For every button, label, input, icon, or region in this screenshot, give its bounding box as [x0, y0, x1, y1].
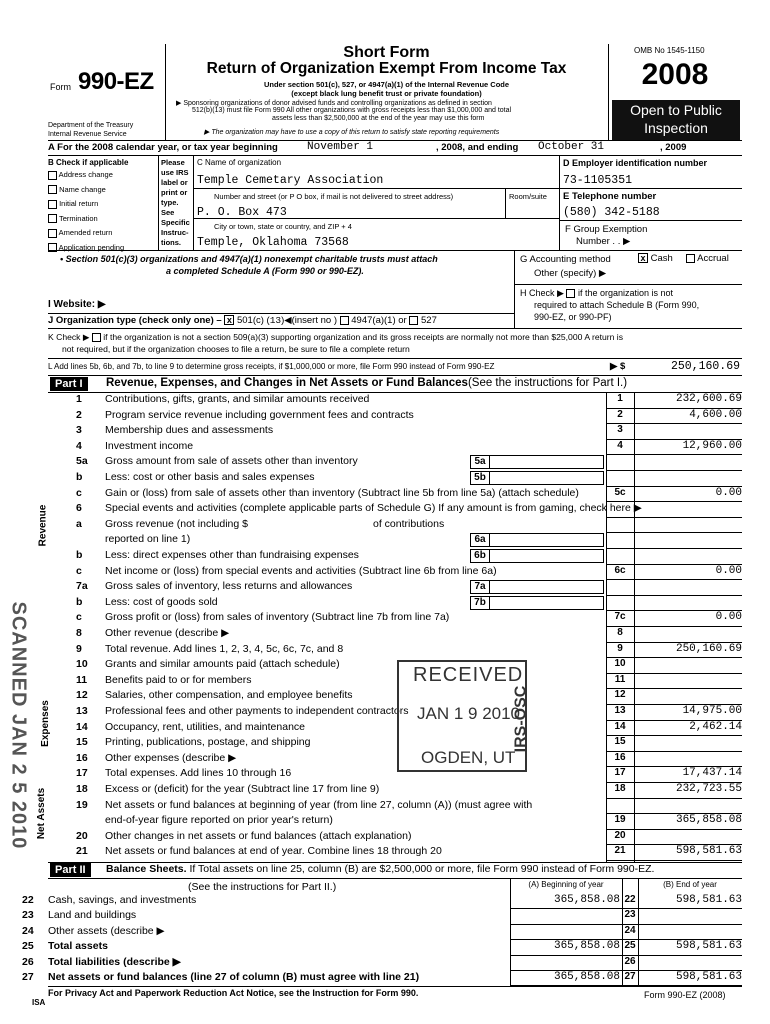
line-box-number: 9	[617, 642, 623, 654]
line-label: Less: cost or other basis and sales expenses	[105, 471, 315, 483]
line-box-number: 20	[614, 829, 626, 841]
line-label: Other expenses (describe ▶	[105, 751, 237, 764]
part1-line	[48, 689, 742, 704]
balance-sheet-line	[22, 971, 742, 986]
form-title-short: Short Form	[343, 44, 430, 61]
line-label: Net assets or fund balances at end of year. Combine lines 18 through 20	[105, 845, 442, 858]
accounting-method-label: G Accounting method	[520, 254, 611, 265]
year-begin-value[interactable]: November 1	[307, 141, 374, 153]
line-k-text-2: not required, but if the organization chooses to file a return, be sure to file a complete return	[62, 344, 410, 354]
dept-treasury: Department of the Treasury	[48, 122, 134, 129]
street-label: Number and street (or P O box, if mail is not delivered to street address)	[214, 192, 454, 201]
line-number: 7a	[76, 580, 88, 593]
line-amount[interactable]: 0.00	[715, 564, 742, 577]
line-label: Gross revenue (not including $	[105, 517, 248, 530]
line-number: 6	[76, 502, 82, 515]
accrual-checkbox[interactable]	[686, 254, 695, 263]
city-label: City or town, state or country, and ZIP + 4	[214, 222, 352, 231]
line-box-number: 7c	[614, 611, 626, 623]
side-label-expenses: Expenses	[39, 700, 51, 747]
name-change-row[interactable]: Name change	[48, 185, 158, 200]
line-k-checkbox[interactable]	[92, 333, 101, 342]
line-label: Benefits paid to or for members	[105, 673, 252, 686]
address-change-row[interactable]: Address change	[48, 170, 158, 185]
line-number: 22	[22, 894, 34, 906]
please-label: Please use IRS label or print or type. See Specific Instruc- tions.	[161, 158, 190, 247]
part1-line	[48, 393, 742, 408]
line-box-number: 23	[624, 909, 636, 921]
line-number: b	[76, 595, 83, 608]
initial-return-checkbox[interactable]	[48, 200, 57, 209]
line-k-text: K Check ▶ if the organization is not a section 509(a)(3) supporting organization and its gross receipts are normally not more than $25,000 A return is	[48, 332, 624, 342]
form-note-3: assets less than $2,500,000 at the end of the year may use this form	[272, 115, 485, 122]
sub-line-box: 7b	[470, 596, 490, 610]
line-l-text: L Add lines 5b, 6b, and 7b, to line 9 to determine gross receipts, if $1,000,000 or more, file Form 990 instead of Form 990-EZ	[48, 362, 495, 371]
line-label: Land and buildings	[48, 909, 137, 922]
schedule-b-text-3: 990-EZ, or 990-PF)	[534, 312, 612, 322]
line-amount[interactable]: 14,975.00	[682, 705, 742, 717]
part1-line	[48, 487, 742, 502]
line-a-year: , 2009	[660, 142, 687, 153]
application-pending-row[interactable]: Application pending	[48, 243, 158, 258]
part1-tag: Part I	[50, 377, 88, 391]
line-box-number: 24	[624, 924, 636, 936]
part1-line	[48, 814, 742, 829]
part1-title: Revenue, Expenses, and Changes in Net Assets or Fund Balances(See the instructions for Part I.)	[106, 377, 628, 389]
line-number: 24	[22, 924, 34, 937]
footer-form-id: Form 990-EZ (2008)	[644, 990, 726, 1000]
line-box-number: 1	[617, 393, 623, 404]
line-box-number: 3	[617, 424, 623, 436]
line-label: Occupancy, rent, utilities, and maintenance	[105, 720, 305, 733]
dept-irs: Internal Revenue Service	[48, 131, 127, 138]
line-label: end-of-year figure reported on prior year's return)	[105, 814, 333, 827]
line-number: 17	[76, 767, 88, 780]
org-name-label: C Name of organization	[197, 158, 282, 167]
line-number: c	[76, 564, 82, 577]
line-label: Professional fees and other payments to independent contractors	[105, 705, 409, 717]
4947-checkbox[interactable]	[340, 316, 349, 325]
line-box-number: 5c	[614, 486, 626, 498]
line-number: 3	[76, 424, 82, 437]
line-number: b	[76, 549, 83, 561]
year-end-value[interactable]: October 31	[538, 141, 605, 153]
part1-line	[48, 533, 742, 548]
group-exemption-label: F Group Exemption	[565, 224, 648, 235]
line-amount[interactable]: 250,160.69	[675, 642, 742, 655]
line-box-number: 6c	[614, 564, 626, 576]
line-number: 2	[76, 408, 82, 421]
col-b-header: (B) End of year	[663, 880, 717, 889]
line-box-number: 8	[617, 627, 623, 638]
part1-line	[48, 783, 742, 798]
part1-line	[48, 518, 742, 533]
sub-line-box: 5b	[470, 471, 490, 485]
line-label: Program service revenue including government fees and contracts	[105, 408, 414, 421]
line-label: Gross sales of inventory, less returns and allowances	[105, 580, 353, 593]
other-method-label: Other (specify) ▶	[534, 268, 607, 279]
line-amount[interactable]: 2,462.14	[689, 720, 742, 733]
line-number: 1	[76, 393, 82, 405]
line-number: 10	[76, 658, 88, 671]
line-label: Total assets	[48, 940, 108, 953]
line-box-number: 27	[624, 971, 636, 982]
scanned-stamp: SCANNED JAN 2 5 2010	[7, 601, 30, 850]
sub-line-box: 6b	[470, 549, 490, 563]
form-title: Return of Organization Exempt From Income Tax	[206, 60, 567, 77]
omb-number: OMB No 1545-1150	[634, 46, 705, 55]
form-note: ▶ Sponsoring organizations of donor advised funds and controlling organizations as defined in section	[176, 100, 492, 107]
line-number: 4	[76, 439, 82, 452]
line-box-number: 26	[624, 955, 636, 967]
side-label-net-assets: Net Assets	[36, 787, 48, 840]
line-number: 25	[22, 940, 34, 953]
line-number: 11	[76, 673, 88, 686]
line-label: Contributions, gifts, grants, and similar amounts received	[105, 393, 370, 405]
sub-line-amount[interactable]	[490, 580, 604, 594]
line-number: 21	[76, 845, 88, 858]
phone-field[interactable]: (580) 342-5188	[563, 206, 660, 219]
line-box-number: 4	[617, 439, 623, 451]
balance-sheet-line	[22, 940, 742, 955]
sub-line-box: 5a	[470, 455, 490, 469]
part1-line	[48, 799, 742, 814]
line-amount[interactable]: 17,437.14	[682, 767, 742, 780]
part1-line	[48, 721, 742, 736]
ein-field[interactable]: 73-1105351	[563, 174, 633, 187]
cash-checkbox[interactable]: x	[638, 253, 648, 263]
accrual-option[interactable]: Accrual	[686, 253, 729, 264]
open-to-public-label: Open to Public	[630, 102, 722, 118]
check-applicable-label: B Check if applicable	[48, 158, 129, 167]
part1-line	[48, 440, 742, 455]
line-number: 12	[76, 689, 88, 702]
part2-instructions: (See the instructions for Part II.)	[188, 881, 337, 893]
part1-line	[48, 502, 742, 517]
side-label-revenue: Revenue	[37, 504, 49, 547]
part1-line	[48, 596, 742, 611]
line-label: Cash, savings, and investments	[48, 894, 197, 906]
sub-line-amount[interactable]	[490, 455, 604, 469]
part1-line	[48, 674, 742, 689]
line-box-number: 21	[614, 845, 626, 857]
sub-line-box: 7a	[470, 580, 490, 594]
line-label: Printing, publications, postage, and shipping	[105, 736, 311, 749]
line-amount[interactable]: 0.00	[715, 486, 742, 499]
line-label: Gain or (loss) from sale of assets other than inventory (Subtract line 5b from line 5a) (attach schedule)	[105, 486, 579, 499]
schedule-b-checkbox[interactable]	[566, 289, 575, 298]
line-box-number: 13	[614, 705, 626, 716]
line-number: 18	[76, 783, 88, 795]
end-of-year-amount[interactable]: 598,581.63	[675, 940, 742, 953]
part1-line	[48, 736, 742, 751]
line-number: c	[76, 611, 82, 624]
line-amount[interactable]: 598,581.63	[675, 845, 742, 858]
line-box-number: 10	[614, 658, 626, 670]
org-type-label: J Organization type (check only one) –	[48, 315, 222, 326]
line-number: c	[76, 486, 82, 499]
part2-tag: Part II	[50, 863, 91, 877]
cash-option[interactable]: x Cash	[638, 253, 673, 264]
irs-osc-stamp: IRS-OSC	[512, 685, 530, 753]
street-field[interactable]: P. O. Box 473	[197, 206, 287, 219]
line-label: reported on line 1)	[105, 533, 191, 546]
line-amount[interactable]: 365,858.08	[675, 814, 742, 827]
line-label: Special events and activities (complete applicable parts of Schedule G) If any amount is from gaming, check here ▶	[105, 502, 642, 515]
line-box-number: 17	[614, 767, 626, 779]
name-change-checkbox[interactable]	[48, 185, 57, 194]
527-checkbox[interactable]	[409, 316, 418, 325]
initial-return-row[interactable]: Initial return	[48, 199, 158, 214]
line-label: Total liabilities (describe ▶	[48, 955, 181, 968]
line-box-number: 18	[614, 783, 626, 794]
termination-checkbox[interactable]	[48, 214, 57, 223]
city-field[interactable]: Temple, Oklahoma 73568	[197, 236, 349, 249]
part2-title: Balance Sheets. If Total assets on line 25, column (B) are $2,500,000 or more, file Form 990 instead of Form 990-EZ.	[106, 863, 655, 875]
501c-checkbox[interactable]: x	[224, 315, 234, 325]
part1-line	[48, 549, 742, 564]
line-amount[interactable]: 12,960.00	[682, 439, 742, 452]
form-subtitle-2: (except black lung benefit trust or private foundation)	[291, 89, 482, 98]
line-label: Net assets or fund balances at beginning of year (from line 27, column (A)) (must agree with	[105, 798, 533, 811]
phone-label: E Telephone number	[563, 191, 657, 202]
line-box-number: 14	[614, 720, 626, 732]
received-stamp: RECEIVED JAN 1 9 2010 OGDEN, UT	[397, 660, 527, 772]
part1-line	[48, 705, 742, 720]
line-label: Other revenue (describe ▶	[105, 627, 230, 639]
balance-sheet-line	[22, 924, 742, 940]
part1-line	[48, 580, 742, 595]
line-number: 13	[76, 705, 88, 717]
gross-receipts-amount[interactable]: 250,160.69	[670, 360, 740, 373]
balance-sheet-line	[22, 894, 742, 909]
line-label: Less: direct expenses other than fundraising expenses	[105, 549, 359, 561]
part1-line	[48, 471, 742, 486]
group-exemption-number: Number . . ▶	[576, 236, 631, 247]
ein-label: D Employer identification number	[563, 158, 708, 168]
part1-line	[48, 830, 742, 845]
beginning-of-year-amount[interactable]: 365,858.08	[553, 894, 620, 906]
line-number: 14	[76, 720, 88, 733]
line-box-number: 15	[614, 736, 626, 748]
line-number: 5a	[76, 455, 88, 468]
part1-line	[48, 845, 742, 860]
amended-return-checkbox[interactable]	[48, 229, 57, 238]
line-box-number: 2	[617, 408, 623, 420]
part1-line	[48, 611, 742, 626]
part1-line	[48, 643, 742, 658]
part1-line	[48, 767, 742, 782]
line-a-label: A For the 2008 calendar year, or tax year beginning	[48, 142, 278, 153]
tax-year: 2008	[641, 58, 709, 91]
line-box-number: 19	[614, 814, 626, 826]
line-label: Excess or (deficit) for the year (Subtract line 17 from line 9)	[105, 783, 380, 795]
line-number: 16	[76, 751, 88, 764]
line-amount[interactable]: 232,723.55	[675, 783, 742, 795]
part1-line	[48, 752, 742, 767]
sub-line-amount[interactable]	[490, 596, 604, 610]
line-box-number: 25	[624, 940, 636, 952]
sub-line-box: 6a	[470, 533, 490, 547]
part1-line	[48, 658, 742, 673]
isa-label: ISA	[32, 998, 46, 1007]
beginning-of-year-amount[interactable]: 365,858.08	[553, 971, 620, 983]
website-label: I Website: ▶	[48, 299, 106, 310]
line-label-suffix: of contributions	[373, 517, 445, 530]
address-change-checkbox[interactable]	[48, 171, 57, 180]
line-number: a	[76, 517, 82, 530]
501c-number[interactable]: 13	[269, 315, 282, 326]
line-label: Net assets or fund balances (line 27 of column (B) must agree with line 21)	[48, 971, 420, 983]
line-box-number: 22	[624, 894, 636, 905]
form-number: 990-EZ	[78, 68, 154, 95]
sub-line-amount[interactable]	[490, 471, 604, 485]
amended-return-row[interactable]: Amended return	[48, 228, 158, 243]
balance-sheet-line	[22, 955, 742, 971]
line-label: Other changes in net assets or fund balances (attach explanation)	[105, 829, 412, 842]
line-box-number: 12	[614, 689, 626, 701]
end-of-year-amount[interactable]: 598,581.63	[675, 971, 742, 983]
line-number: 27	[22, 971, 34, 983]
part1-line	[48, 409, 742, 424]
org-name-field[interactable]: Temple Cemetary Association	[197, 174, 384, 187]
sub-line-amount[interactable]	[490, 549, 604, 563]
schedule-b-check[interactable]: H Check ▶ if the organization is not	[520, 288, 674, 298]
line-label: Gross profit or (loss) from sales of inventory (Subtract line 7b from line 7a)	[105, 611, 450, 624]
org-type-row: J Organization type (check only one) – x 501(c) (13)◀(insert no ) 4947(a)(1) or 527	[48, 315, 437, 326]
line-box-number: 16	[614, 751, 626, 763]
room-suite-label: Room/suite	[509, 192, 547, 201]
line-label: Total revenue. Add lines 1, 2, 3, 4, 5c, 6c, 7c, and 8	[105, 642, 344, 655]
line-number: b	[76, 471, 83, 483]
part1-line	[48, 424, 742, 439]
line-box-number: 11	[614, 673, 626, 685]
line-number: 23	[22, 909, 34, 922]
section-501-note: • Section 501(c)(3) organizations and 4947(a)(1) nonexempt charitable trusts must attach	[60, 254, 438, 264]
balance-sheet-line	[22, 909, 742, 924]
part1-line	[48, 627, 742, 642]
beginning-of-year-amount[interactable]: 365,858.08	[553, 940, 620, 953]
section-501-note-2: a completed Schedule A (Form 990 or 990-EZ).	[166, 266, 364, 276]
line-number: 19	[76, 798, 88, 811]
line-label: Investment income	[105, 439, 194, 452]
line-number: 20	[76, 829, 88, 842]
form-note-2: 512(b)(13) must file Form 990 All other organizations with gross receipts less than $1,000,000 and total	[192, 107, 512, 114]
sub-line-amount[interactable]	[490, 533, 604, 547]
line-label: Gross amount from sale of assets other than inventory	[105, 455, 358, 468]
inspection-label: Inspection	[644, 120, 708, 136]
line-label: Grants and similar amounts paid (attach schedule)	[105, 658, 340, 671]
part1-line	[48, 455, 742, 470]
schedule-b-text-2: required to attach Schedule B (Form 990,	[534, 300, 700, 310]
privacy-notice: For Privacy Act and Paperwork Reduction Act Notice, see the Instruction for Form 990.	[48, 988, 419, 998]
checks-b-list	[48, 170, 158, 257]
line-l-arrow: ▶ $	[610, 361, 626, 372]
line-amount[interactable]: 232,600.69	[675, 393, 742, 405]
form-subtitle: Under section 501(c), 527, or 4947(a)(1) of the Internal Revenue Code	[263, 80, 510, 89]
line-amount[interactable]: 0.00	[715, 611, 742, 624]
line-number: 15	[76, 736, 88, 749]
line-a-mid: , 2008, and ending	[436, 142, 519, 153]
termination-row[interactable]: Termination	[48, 214, 158, 229]
line-number: 9	[76, 642, 82, 655]
line-number: 8	[76, 627, 82, 639]
col-a-header: (A) Beginning of year	[528, 880, 604, 889]
line-label: Salaries, other compensation, and employee benefits	[105, 689, 353, 702]
end-of-year-amount[interactable]: 598,581.63	[675, 894, 742, 906]
line-label: Less: cost of goods sold	[105, 595, 218, 608]
line-label: Net income or (loss) from special events and activities (Subtract line 6b from line 6a)	[105, 564, 497, 577]
form-note-4: ▶ The organization may have to use a copy of this return to satisfy state reporting requirements	[204, 129, 500, 136]
form-label: Form	[50, 82, 71, 92]
line-number: 26	[22, 955, 34, 968]
line-label: Other assets (describe ▶	[48, 924, 165, 937]
part1-line	[48, 565, 742, 580]
line-amount[interactable]: 4,600.00	[689, 408, 742, 421]
line-label: Membership dues and assessments	[105, 424, 274, 437]
line-label: Total expenses. Add lines 10 through 16	[105, 767, 292, 780]
